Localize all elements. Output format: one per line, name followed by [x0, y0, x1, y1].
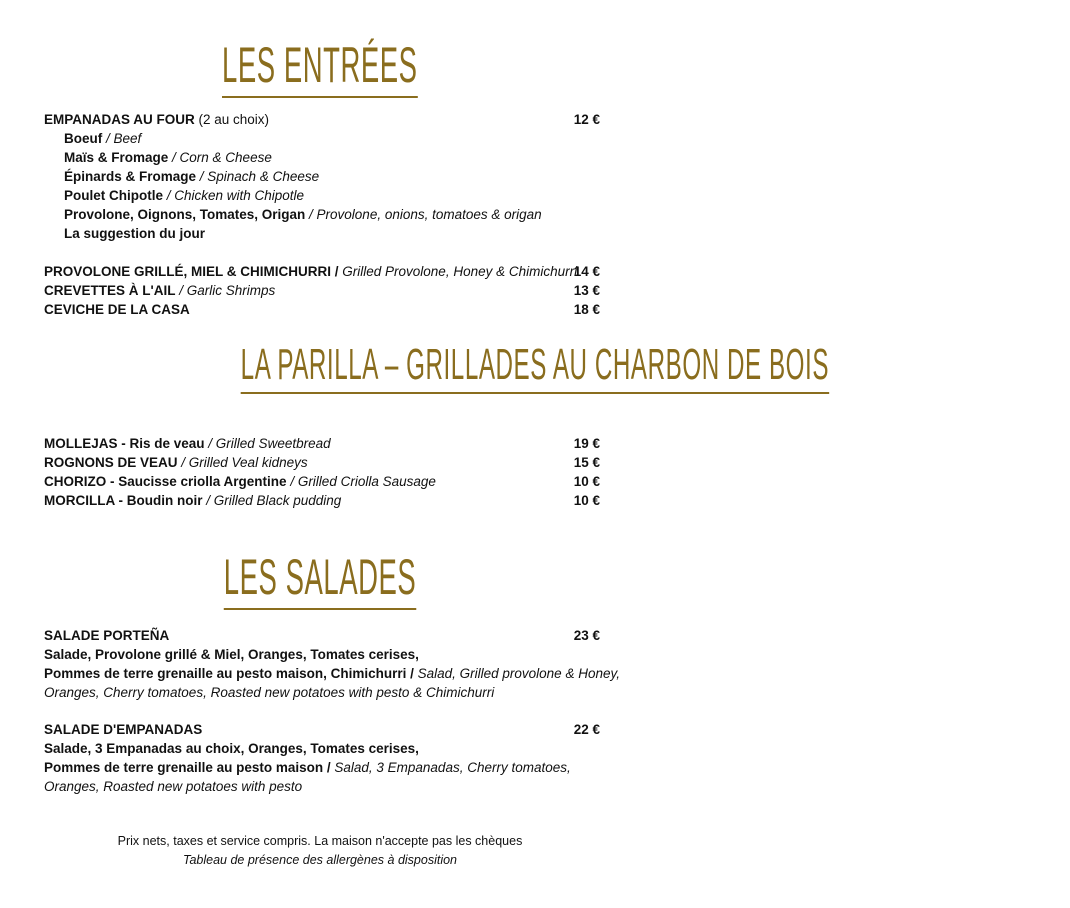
item-description: Salade, Provolone grillé & Miel, Oranges, Tomates cerises,: [44, 647, 419, 662]
section-title-parilla: LA PARILLA – GRILLADES AU CHARBON DE BOIS: [0, 340, 640, 394]
footer-allergens: Tableau de présence des allergènes à disposition: [182, 853, 458, 867]
menu-item: MORCILLA - Boudin noir / Grilled Black pudding 10 €: [44, 493, 600, 508]
price: 14 €: [573, 264, 600, 279]
footer-note: Prix nets, taxes et service compris. La maison n'accepte pas les chèques: [117, 834, 523, 848]
price: 10 €: [573, 493, 600, 508]
section-title-entrees: LES ENTRÉES: [0, 36, 640, 98]
price: 18 €: [573, 302, 600, 317]
menu-item: MOLLEJAS - Ris de veau / Grilled Sweetbread 19 €: [44, 436, 600, 451]
item-description: Pommes de terre grenaille au pesto maison, Chimichurri / Salad, Grilled provolone & Honey,: [44, 666, 620, 681]
price: 19 €: [573, 436, 600, 451]
price: 12 €: [573, 112, 600, 127]
empanada-option: Provolone, Oignons, Tomates, Origan / Provolone, onions, tomatoes & origan: [64, 207, 542, 222]
menu-item-empanadas: EMPANADAS AU FOUR (2 au choix) 12 €: [44, 112, 600, 127]
empanada-option: Maïs & Fromage / Corn & Cheese: [64, 150, 272, 165]
empanada-option: Poulet Chipotle / Chicken with Chipotle: [64, 188, 305, 203]
menu-item: CREVETTES À L'AIL / Garlic Shrimps 13 €: [44, 283, 600, 298]
price: 13 €: [573, 283, 600, 298]
empanada-option: Épinards & Fromage / Spinach & Cheese: [64, 169, 320, 184]
price: 22 €: [573, 722, 600, 737]
item-description: Pommes de terre grenaille au pesto maison / Salad, 3 Empanadas, Cherry tomatoes,: [44, 760, 571, 775]
section-title-salades: LES SALADES: [0, 548, 640, 610]
menu-item: ROGNONS DE VEAU / Grilled Veal kidneys 15 €: [44, 455, 600, 470]
menu-item: CHORIZO - Saucisse criolla Argentine / Grilled Criolla Sausage 10 €: [44, 474, 600, 489]
menu-item-salade-empanadas: SALADE D'EMPANADAS 22 €: [44, 722, 600, 737]
menu-item-salade-portena: SALADE PORTEÑA 23 €: [44, 628, 600, 643]
empanada-option: Boeuf / Beef: [64, 131, 142, 146]
menu-item: PROVOLONE GRILLÉ, MIEL & CHIMICHURRI / Grilled Provolone, Honey & Chimichurri 14 €: [44, 264, 600, 279]
price: 23 €: [573, 628, 600, 643]
empanada-option: La suggestion du jour: [64, 226, 205, 241]
price: 15 €: [573, 455, 600, 470]
item-description: Oranges, Cherry tomatoes, Roasted new potatoes with pesto & Chimichurri: [44, 685, 495, 700]
price: 10 €: [573, 474, 600, 489]
item-description: Oranges, Roasted new potatoes with pesto: [44, 779, 303, 794]
menu-item: CEVICHE DE LA CASA 18 €: [44, 302, 600, 317]
item-description: Salade, 3 Empanadas au choix, Oranges, Tomates cerises,: [44, 741, 419, 756]
